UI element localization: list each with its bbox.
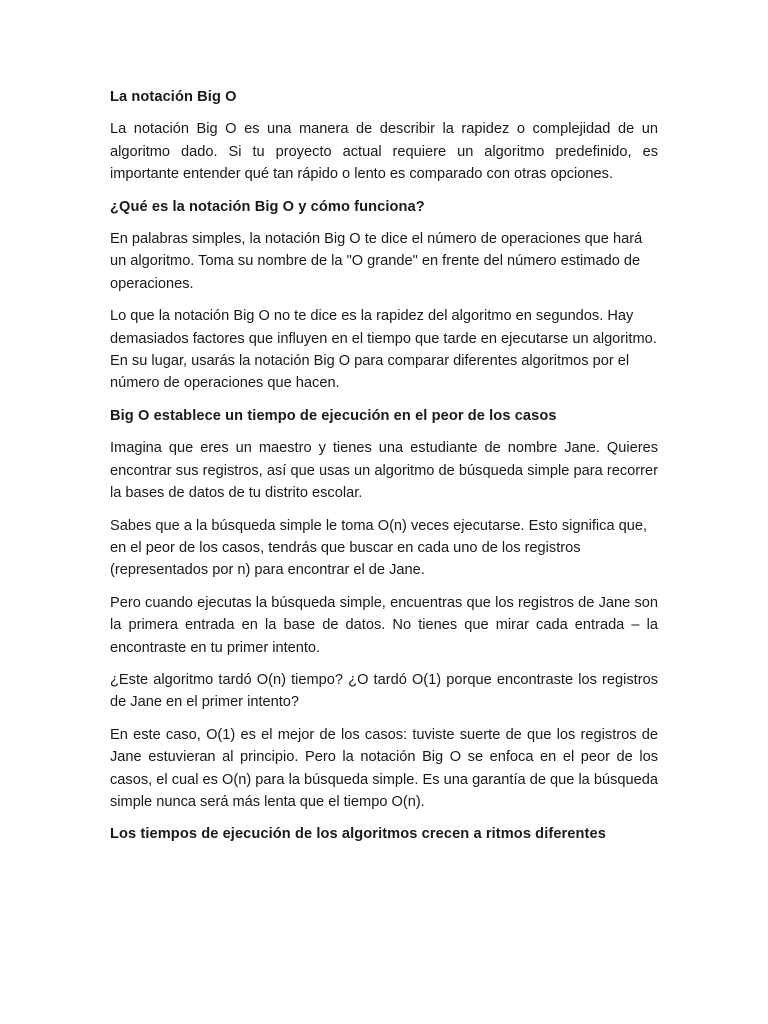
body-paragraph: En palabras simples, la notación Big O te dice el número de operaciones que hará un algoritmo. Toma su nombre de la "O grande" en frente del número estimado de operaciones. [110,231,643,292]
body-paragraph: Pero cuando ejecutas la búsqueda simple, encuentras que los registros de Jane son la primera entrada en la base de datos. No tienes que mirar cada entrada – la encontraste en tu primer intento. [110,594,658,656]
body-paragraph: En este caso, O(1) es el mejor de los casos: tuviste suerte de que los registros de Jane estuvieran al principio. Pero la notación Big O se enfoca en el peor de los casos, el cual es O(n) para la búsqueda simple. Es una garantía de que la búsqueda simple nunca será más lenta que el tiempo O(n). [110,726,658,810]
document-title: La notación Big O [110,89,237,105]
body-paragraph: Sabes que a la búsqueda simple le toma O(n) veces ejecutarse. Esto significa que, en el peor de los casos, tendrás que buscar en cada uno de los registros (representados por n) para encontrar el de Jane. [110,517,648,579]
body-paragraph: Lo que la notación Big O no te dice es la rapidez del algoritmo en segundos. Hay demasiados factores que influyen en el tiempo que tarde en ejecutarse un algoritmo. En su lugar, usarás la notación Big O para comparar diferentes algoritmos por el número de operaciones que hacen. [110,308,657,392]
body-paragraph: ¿Este algoritmo tardó O(n) tiempo? ¿O tardó O(1) porque encontraste los registros de Jane en el primer intento? [110,671,658,711]
section-heading-worst-case: Big O establece un tiempo de ejecución en el peor de los casos [110,407,557,424]
document-page [110,86,658,856]
intro-paragraph: La notación Big O es una manera de describir la rapidez o complejidad de un algoritmo dado. Si tu proyecto actual requiere un algoritmo predefinido, es importante entender qué tan rápido o lento es comparado con otras opciones. [110,121,658,183]
body-paragraph: Imagina que eres un maestro y tienes una estudiante de nombre Jane. Quieres encontrar sus registros, así que usas un algoritmo de búsqueda simple para recorrer la bases de datos de tu distrito escolar. [110,440,658,502]
section-heading-growth-rates: Los tiempos de ejecución de los algoritmos crecen a ritmos diferentes [110,826,606,843]
section-heading-what-is-big-o: ¿Qué es la notación Big O y cómo funciona? [110,198,425,215]
